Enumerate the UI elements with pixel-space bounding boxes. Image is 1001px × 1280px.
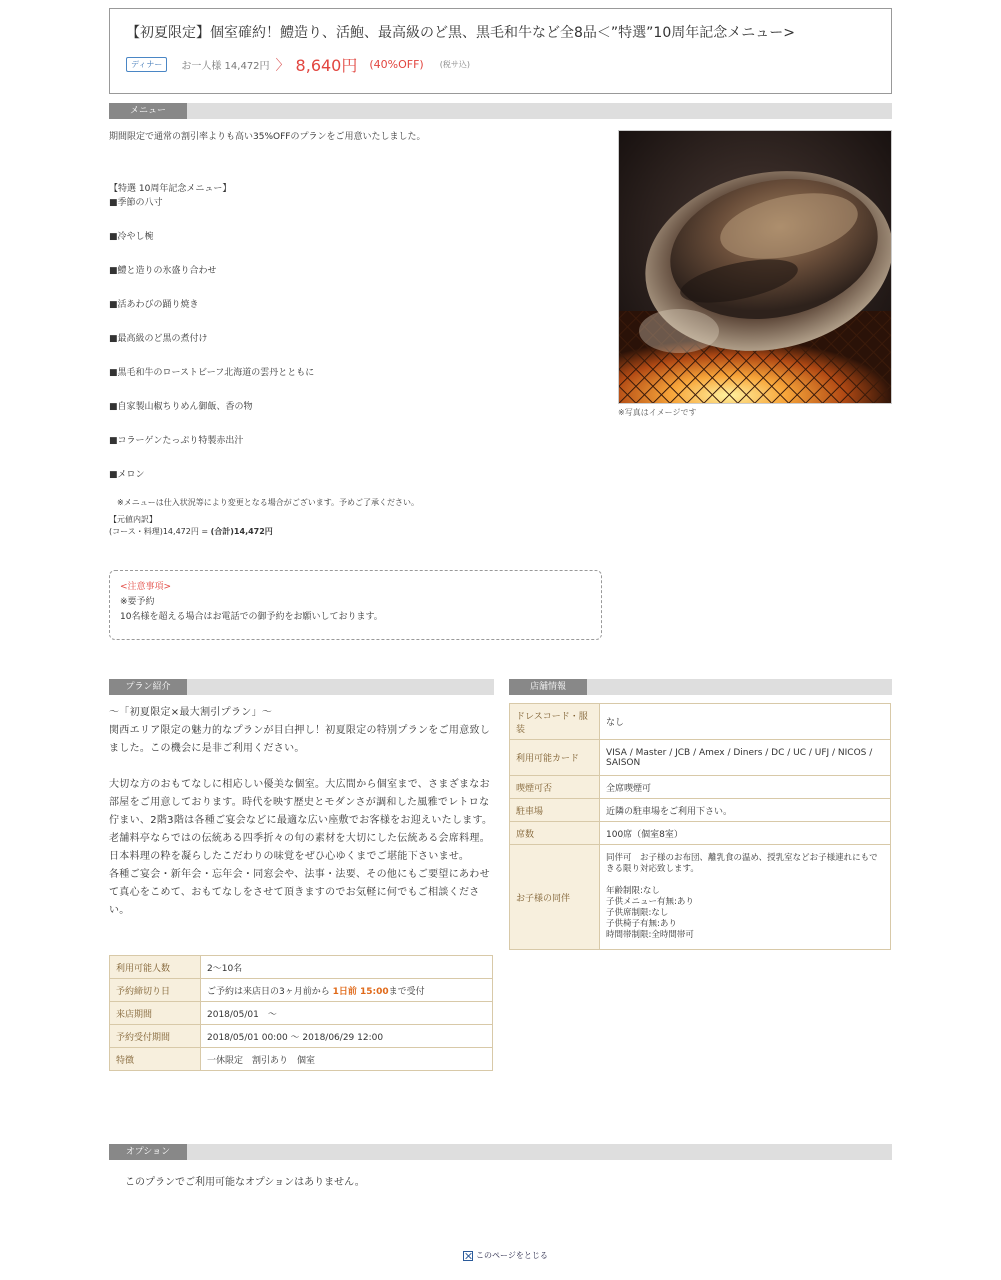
breakdown-course: (コース・料理)14,472円 = — [109, 527, 211, 536]
sale-price: 8,640円 — [295, 56, 358, 75]
table-row — [110, 1002, 493, 1025]
section-label: 店舗情報 — [509, 679, 587, 695]
table-label: 駐車場 — [510, 799, 600, 822]
section-label: プラン紹介 — [109, 679, 187, 695]
notice-line: 10名様を超える場合はお電話での御予約をお願いしております。 — [120, 612, 383, 622]
deadline-text: ご予約は来店日の3ヶ月前から — [207, 986, 333, 997]
table-row — [510, 776, 891, 799]
table-value: 近隣の駐車場をご利用下さい。 — [600, 799, 891, 822]
plan-intro-text: 〜「初夏限定×最大割引プラン」〜 関西エリア限定の魅力的なプランが目白押し！初夏限定の特別プランをご用意致しました。この機会に是非ご利用ください。 大切な方のおもてなしに相応しい優美な個室。大広間から個室まで、さまざまなお部屋をご用意しております。時代を映す歴史とモダンさが調和した風雅でレトロな佇まい、2階3階は各種ご宴会などに最適な広い座敷でお客様をお迎えいたします。老舗料亭ならではの伝統ある四季折々の旬の素材を大切にした伝統ある会席料理。日本料理の粋を凝らしたこだわりの味覚をぜひ心ゆくまでご堪能下さいませ。 各種ご宴会・新年会・忘年会・同窓会や、法事・法要、その他にもご要望にあわせて真心をこめて、おもてなしをさせて頂きますのでお気軽に何でもご相談ください。 — [109, 707, 493, 916]
table-row — [510, 822, 891, 845]
discount-rate: (40%OFF) — [369, 58, 424, 71]
menu-list — [109, 130, 599, 538]
table-value: VISA / Master / JCB / Amex / Diners / DC / UC / UFJ / NICOS / SAISON — [600, 740, 891, 776]
menu-heading: 【特選 10周年記念メニュー】 — [109, 184, 232, 194]
section-header-plan — [109, 679, 494, 695]
menu-item: ■自家製山椒ちりめん御飯、香の物 — [109, 402, 253, 412]
table-label: 喫煙可否 — [510, 776, 600, 799]
close-page-label: このページをとじる — [476, 1251, 548, 1260]
tax-note: (税サ込) — [439, 60, 470, 69]
table-label: ドレスコード・服装 — [510, 704, 600, 740]
menu-item: ■メロン — [109, 470, 145, 480]
table-value: 100席（個室8室） — [600, 822, 891, 845]
section-label: メニュー — [109, 103, 187, 119]
table-label: 予約締切り日 — [110, 979, 201, 1002]
menu-item: ■冷やし椀 — [109, 232, 154, 242]
table-value: 全席喫煙可 — [600, 776, 891, 799]
notice-heading: <注意事項> — [120, 582, 172, 592]
table-row — [510, 740, 891, 776]
dinner-badge: ディナー — [126, 57, 167, 72]
section-header-store — [509, 679, 892, 695]
menu-note: ※メニューは仕入状況等により変更となる場合がございます。予めご了承ください。 — [117, 498, 420, 507]
plan-intro — [109, 704, 494, 920]
plan-title: 【初夏限定】個室確約！鱧造り、活鮑、最高級のど黒、黒毛和牛など全8品＜”特選”10周年記念メニュー> — [126, 25, 795, 41]
menu-item: ■最高級のど黒の煮付け — [109, 334, 208, 344]
menu-item: ■黒毛和牛のローストビーフ北海道の雲丹とともに — [109, 368, 315, 378]
table-label: 来店期間 — [110, 1002, 201, 1025]
original-price: お一人様 14,472円 — [181, 61, 270, 72]
menu-item: ■季節の八寸 — [109, 198, 163, 208]
price-row — [126, 53, 875, 76]
menu-item: ■鱧と造りの氷盛り合わせ — [109, 266, 217, 276]
table-value: 2018/05/01 〜 — [201, 1002, 493, 1025]
table-label: 利用可能人数 — [110, 956, 201, 979]
table-label: 席数 — [510, 822, 600, 845]
table-row — [510, 845, 891, 950]
section-header-option — [109, 1144, 892, 1160]
table-value: 2018/05/01 00:00 〜 2018/06/29 12:00 — [201, 1025, 493, 1048]
table-row — [510, 704, 891, 740]
store-info-table — [509, 703, 891, 950]
deadline-text-end: まで受付 — [388, 986, 425, 997]
section-label: オプション — [109, 1144, 187, 1160]
table-row — [110, 1025, 493, 1048]
table-row — [110, 979, 493, 1002]
table-value: 同伴可 お子様のお布団、離乳食の温め、授乳室などお子様連れにもできる限り対応致します。 年齢制限:なし 子供メニュー有無:あり 子供席制限:なし 子供椅子有無:あり 時間帯制限:全時間帯可 — [600, 845, 891, 950]
notice-line: ※要予約 — [120, 597, 155, 607]
table-label: お子様の同伴 — [510, 845, 600, 950]
section-header-menu — [109, 103, 892, 119]
menu-item: ■コラーゲンたっぷり特製赤出汁 — [109, 436, 244, 446]
table-label: 利用可能カード — [510, 740, 600, 776]
table-value — [201, 979, 493, 1002]
breakdown-line — [109, 526, 599, 538]
menu-photo — [618, 130, 892, 404]
abalone-image — [619, 131, 892, 404]
table-value: 一休限定 割引あり 個室 — [201, 1048, 493, 1071]
option-text: このプランでご利用可能なオプションはありません。 — [125, 1177, 365, 1188]
close-icon — [463, 1251, 473, 1261]
photo-caption: ※写真はイメージです — [618, 408, 697, 417]
menu-intro: 期間限定で通常の割引率よりも高い35%OFFのプランをご用意いたしました。 — [109, 132, 426, 142]
table-value: 2〜10名 — [201, 956, 493, 979]
close-page-link[interactable] — [463, 1250, 548, 1261]
table-row — [510, 799, 891, 822]
plan-header — [109, 8, 892, 94]
breakdown-total: (合計)14,472円 — [210, 527, 273, 536]
deadline-highlight: 1日前 15:00 — [332, 986, 389, 997]
table-row — [110, 1048, 493, 1071]
table-label: 予約受付期間 — [110, 1025, 201, 1048]
breakdown-title: 【元値内訳】 — [109, 515, 157, 524]
chevron-right-icon: 〉 — [275, 57, 290, 74]
table-row — [110, 956, 493, 979]
table-value: なし — [600, 704, 891, 740]
menu-item: ■活あわびの踊り焼き — [109, 300, 199, 310]
plan-details-table — [109, 955, 493, 1071]
notice-box — [109, 570, 602, 640]
table-label: 特徴 — [110, 1048, 201, 1071]
